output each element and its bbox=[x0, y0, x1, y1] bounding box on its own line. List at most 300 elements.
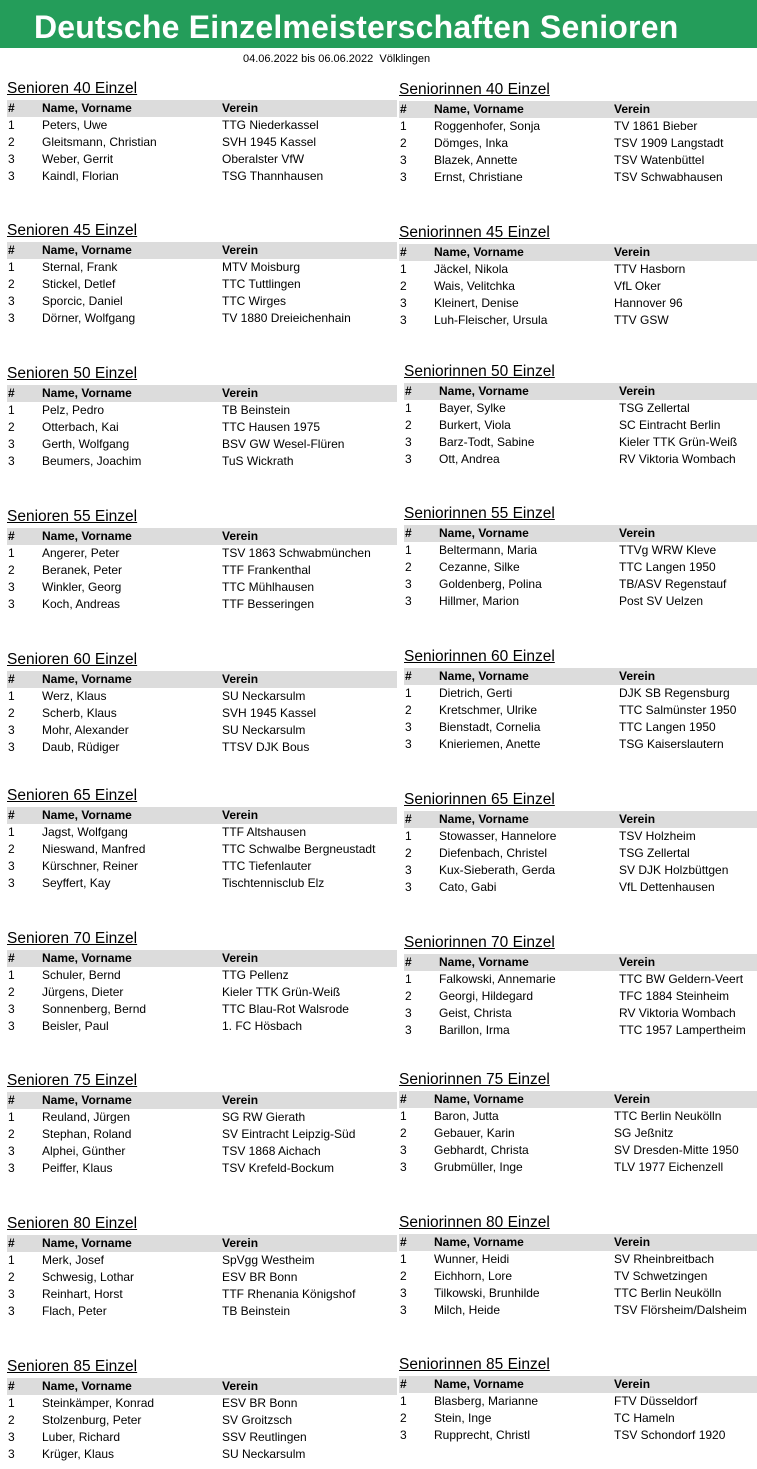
player-name-cell: Jäckel, Nikola bbox=[434, 262, 509, 276]
player-name-cell: Wunner, Heidi bbox=[434, 1252, 510, 1266]
player-name-cell: Werz, Klaus bbox=[42, 689, 107, 703]
table-row bbox=[399, 1159, 757, 1176]
club-cell: TV 1880 Dreieichenhain bbox=[222, 311, 351, 325]
player-name-cell: Peiffer, Klaus bbox=[42, 1161, 113, 1175]
club-cell: TSV 1863 Schwabmünchen bbox=[222, 546, 371, 560]
rank-cell: 3 bbox=[8, 169, 15, 183]
column-header: # bbox=[8, 808, 15, 822]
club-cell: Kieler TTK Grün-Weiß bbox=[222, 985, 341, 999]
rank-cell: 2 bbox=[8, 563, 15, 577]
rank-cell: 3 bbox=[400, 1143, 407, 1157]
player-name-cell: Sternal, Frank bbox=[42, 260, 118, 274]
club-cell: TB Beinstein bbox=[222, 1304, 291, 1318]
club-cell: FTV Düsseldorf bbox=[614, 1394, 698, 1408]
page-header bbox=[0, 0, 757, 48]
player-name-cell: Beumers, Joachim bbox=[42, 454, 142, 468]
table-row bbox=[7, 1109, 397, 1126]
table-row bbox=[7, 824, 397, 841]
table-row bbox=[399, 1251, 757, 1268]
rank-cell: 2 bbox=[8, 706, 15, 720]
player-name-cell: Flach, Peter bbox=[42, 1304, 107, 1318]
rank-cell: 3 bbox=[405, 1006, 412, 1020]
rank-cell: 3 bbox=[8, 740, 15, 754]
rank-cell: 1 bbox=[405, 829, 412, 843]
club-cell: SVH 1945 Kassel bbox=[222, 135, 317, 149]
rank-cell: 1 bbox=[8, 260, 15, 274]
player-name-cell: Jagst, Wolfgang bbox=[42, 825, 128, 839]
player-name-cell: Ott, Andrea bbox=[439, 452, 500, 466]
rank-cell: 1 bbox=[405, 686, 412, 700]
table-row bbox=[7, 117, 397, 134]
table-header bbox=[399, 1234, 757, 1251]
section-title: Senioren 55 Einzel bbox=[7, 508, 138, 525]
results-section bbox=[7, 80, 397, 185]
table-header bbox=[7, 100, 397, 117]
rank-cell: 3 bbox=[8, 1430, 15, 1444]
table-row bbox=[404, 736, 757, 753]
rank-cell: 3 bbox=[405, 594, 412, 608]
rank-cell: 3 bbox=[400, 296, 407, 310]
club-cell: RV Viktoria Wombach bbox=[619, 452, 736, 466]
player-name-cell: Sporcic, Daniel bbox=[42, 294, 123, 308]
table-row bbox=[7, 293, 397, 310]
player-name-cell: Sonnenberg, Bernd bbox=[42, 1002, 147, 1016]
rank-cell: 3 bbox=[8, 1002, 15, 1016]
rank-cell: 1 bbox=[400, 1109, 407, 1123]
player-name-cell: Steinkämper, Konrad bbox=[42, 1396, 155, 1410]
player-name-cell: Tilkowski, Brunhilde bbox=[434, 1286, 540, 1300]
column-header: Name, Vorname bbox=[439, 955, 529, 969]
club-cell: ESV BR Bonn bbox=[222, 1396, 298, 1410]
club-cell: TLV 1977 Eichenzell bbox=[614, 1160, 724, 1174]
rank-cell: 3 bbox=[400, 153, 407, 167]
table-row bbox=[404, 862, 757, 879]
rank-cell: 3 bbox=[400, 1303, 407, 1317]
results-section bbox=[7, 365, 397, 470]
club-cell: TTC BW Geldern-Veert bbox=[619, 972, 744, 986]
table-row bbox=[404, 1022, 757, 1039]
table-row bbox=[7, 722, 397, 739]
column-header: Verein bbox=[619, 955, 656, 969]
section-title: Seniorinnen 75 Einzel bbox=[399, 1071, 550, 1088]
rank-cell: 2 bbox=[8, 420, 15, 434]
table-row bbox=[7, 1001, 397, 1018]
column-header: Name, Vorname bbox=[434, 102, 524, 116]
club-cell: TTC Schwalbe Bergneustadt bbox=[222, 842, 376, 856]
player-name-cell: Scherb, Klaus bbox=[42, 706, 117, 720]
rank-cell: 2 bbox=[405, 846, 412, 860]
table-header bbox=[7, 1092, 397, 1109]
club-cell: SG RW Gierath bbox=[222, 1110, 306, 1124]
section-title: Seniorinnen 55 Einzel bbox=[404, 505, 555, 522]
table-row bbox=[399, 118, 757, 135]
club-cell: TSG Thannhausen bbox=[222, 169, 324, 183]
rank-cell: 3 bbox=[8, 1304, 15, 1318]
player-name-cell: Stickel, Detlef bbox=[42, 277, 116, 291]
column-header: Name, Vorname bbox=[42, 1093, 132, 1107]
section-title: Senioren 70 Einzel bbox=[7, 930, 138, 947]
event-info bbox=[243, 53, 430, 65]
column-header: Name, Vorname bbox=[42, 951, 132, 965]
table-row bbox=[399, 1410, 757, 1427]
table-row bbox=[7, 310, 397, 327]
column-header: # bbox=[405, 812, 412, 826]
player-name-cell: Barz-Todt, Sabine bbox=[439, 435, 535, 449]
club-cell: TSV Watenbüttel bbox=[614, 153, 705, 167]
player-name-cell: Stolzenburg, Peter bbox=[42, 1413, 142, 1427]
table-header bbox=[7, 1235, 397, 1252]
club-cell: 1. FC Hösbach bbox=[222, 1019, 303, 1033]
table-row bbox=[7, 984, 397, 1001]
results-section bbox=[7, 508, 397, 613]
table-row bbox=[404, 685, 757, 702]
player-name-cell: Pelz, Pedro bbox=[42, 403, 105, 417]
club-cell: SV DJK Holzbüttgen bbox=[619, 863, 729, 877]
table-row bbox=[7, 688, 397, 705]
section-title: Seniorinnen 60 Einzel bbox=[404, 648, 555, 665]
rank-cell: 3 bbox=[405, 435, 412, 449]
rank-cell: 1 bbox=[400, 1394, 407, 1408]
player-name-cell: Dietrich, Gerti bbox=[439, 686, 513, 700]
club-cell: TTSV DJK Bous bbox=[222, 740, 310, 754]
table-row bbox=[7, 402, 397, 419]
player-name-cell: Gleitsmann, Christian bbox=[42, 135, 157, 149]
column-header: # bbox=[8, 529, 15, 543]
column-header: # bbox=[405, 669, 412, 683]
club-cell: VfL Oker bbox=[614, 279, 661, 293]
player-name-cell: Milch, Heide bbox=[434, 1303, 501, 1317]
table-header bbox=[404, 525, 757, 542]
club-cell: TTC Berlin Neukölln bbox=[614, 1109, 722, 1123]
player-name-cell: Baron, Jutta bbox=[434, 1109, 499, 1123]
section-title: Senioren 75 Einzel bbox=[7, 1072, 138, 1089]
rank-cell: 3 bbox=[8, 1144, 15, 1158]
table-row bbox=[7, 453, 397, 470]
rank-cell: 1 bbox=[8, 1253, 15, 1267]
results-section bbox=[7, 1215, 397, 1320]
table-row bbox=[7, 436, 397, 453]
rank-cell: 2 bbox=[400, 279, 407, 293]
section-title: Senioren 85 Einzel bbox=[7, 1358, 138, 1375]
column-header: # bbox=[8, 1379, 15, 1393]
club-cell: TTC Hausen 1975 bbox=[222, 420, 321, 434]
column-header: Verein bbox=[619, 526, 656, 540]
rank-cell: 2 bbox=[405, 560, 412, 574]
table-row bbox=[399, 1268, 757, 1285]
club-cell: TV 1861 Bieber bbox=[614, 119, 698, 133]
club-cell: SV Rheinbreitbach bbox=[614, 1252, 715, 1266]
player-name-cell: Gebauer, Karin bbox=[434, 1126, 515, 1140]
club-cell: TTC Salmünster 1950 bbox=[619, 703, 737, 717]
table-row bbox=[404, 971, 757, 988]
section-title: Senioren 45 Einzel bbox=[7, 222, 138, 239]
rank-cell: 2 bbox=[405, 418, 412, 432]
table-row bbox=[7, 1303, 397, 1320]
club-cell: TTF Altshausen bbox=[222, 825, 307, 839]
table-row bbox=[7, 596, 397, 613]
rank-cell: 3 bbox=[400, 1428, 407, 1442]
player-name-cell: Mohr, Alexander bbox=[42, 723, 129, 737]
column-header: Verein bbox=[222, 1379, 259, 1393]
column-header: Name, Vorname bbox=[42, 672, 132, 686]
player-name-cell: Bayer, Sylke bbox=[439, 401, 506, 415]
table-row bbox=[7, 579, 397, 596]
rank-cell: 1 bbox=[8, 1110, 15, 1124]
club-cell: TSV Krefeld-Bockum bbox=[222, 1161, 335, 1175]
column-header: Verein bbox=[614, 1235, 651, 1249]
player-name-cell: Bienstadt, Cornelia bbox=[439, 720, 541, 734]
results-section bbox=[404, 648, 757, 753]
club-cell: TTF Rhenania Königshof bbox=[222, 1287, 356, 1301]
column-header: Name, Vorname bbox=[42, 808, 132, 822]
rank-cell: 1 bbox=[8, 689, 15, 703]
results-section bbox=[404, 505, 757, 610]
club-cell: SSV Reutlingen bbox=[222, 1430, 307, 1444]
column-header: Verein bbox=[614, 1092, 651, 1106]
column-header: Name, Vorname bbox=[434, 1235, 524, 1249]
player-name-cell: Kretschmer, Ulrike bbox=[439, 703, 538, 717]
rank-cell: 2 bbox=[400, 1126, 407, 1140]
rank-cell: 3 bbox=[8, 437, 15, 451]
rank-cell: 1 bbox=[405, 543, 412, 557]
rank-cell: 3 bbox=[400, 313, 407, 327]
rank-cell: 1 bbox=[8, 546, 15, 560]
column-header: # bbox=[8, 1236, 15, 1250]
player-name-cell: Hillmer, Marion bbox=[439, 594, 520, 608]
column-header: Verein bbox=[222, 529, 259, 543]
club-cell: Hannover 96 bbox=[614, 296, 683, 310]
table-header bbox=[399, 101, 757, 118]
club-cell: Tischtennisclub Elz bbox=[222, 876, 325, 890]
table-header bbox=[399, 1091, 757, 1108]
column-header: Verein bbox=[222, 808, 259, 822]
club-cell: TTC Tiefenlauter bbox=[222, 859, 312, 873]
page-title: Deutsche Einzelmeisterschaften Senioren bbox=[34, 9, 679, 45]
rank-cell: 3 bbox=[405, 880, 412, 894]
club-cell: TSV Schondorf 1920 bbox=[614, 1428, 726, 1442]
club-cell: Oberalster VfW bbox=[222, 152, 305, 166]
rank-cell: 3 bbox=[8, 454, 15, 468]
player-name-cell: Stein, Inge bbox=[434, 1411, 492, 1425]
column-header: # bbox=[405, 955, 412, 969]
player-name-cell: Merk, Josef bbox=[42, 1253, 105, 1267]
table-row bbox=[399, 1427, 757, 1444]
column-header: Name, Vorname bbox=[439, 812, 529, 826]
table-header bbox=[399, 244, 757, 261]
club-cell: SU Neckarsulm bbox=[222, 1447, 306, 1461]
club-cell: TTC Langen 1950 bbox=[619, 560, 716, 574]
table-row bbox=[404, 1005, 757, 1022]
rank-cell: 1 bbox=[8, 118, 15, 132]
table-row bbox=[7, 259, 397, 276]
club-cell: TTC 1957 Lampertheim bbox=[619, 1023, 746, 1037]
player-name-cell: Roggenhofer, Sonja bbox=[434, 119, 541, 133]
player-name-cell: Daub, Rüdiger bbox=[42, 740, 120, 754]
table-header bbox=[7, 671, 397, 688]
club-cell: TB Beinstein bbox=[222, 403, 291, 417]
table-row bbox=[404, 451, 757, 468]
column-header: Verein bbox=[619, 812, 656, 826]
player-name-cell: Alphei, Günther bbox=[42, 1144, 126, 1158]
player-name-cell: Geist, Christa bbox=[439, 1006, 512, 1020]
player-name-cell: Goldenberg, Polina bbox=[439, 577, 542, 591]
player-name-cell: Stephan, Roland bbox=[42, 1127, 132, 1141]
club-cell: SC Eintracht Berlin bbox=[619, 418, 721, 432]
section-title: Seniorinnen 80 Einzel bbox=[399, 1214, 550, 1231]
table-row bbox=[7, 1429, 397, 1446]
player-name-cell: Nieswand, Manfred bbox=[42, 842, 146, 856]
rank-cell: 2 bbox=[8, 135, 15, 149]
table-row bbox=[399, 169, 757, 186]
rank-cell: 2 bbox=[8, 1413, 15, 1427]
table-row bbox=[7, 168, 397, 185]
club-cell: TSG Zellertal bbox=[619, 846, 690, 860]
rank-cell: 3 bbox=[8, 723, 15, 737]
results-section bbox=[7, 222, 397, 327]
club-cell: TC Hameln bbox=[614, 1411, 675, 1425]
player-name-cell: Stowasser, Hannelore bbox=[439, 829, 557, 843]
club-cell: SU Neckarsulm bbox=[222, 689, 306, 703]
table-row bbox=[399, 1125, 757, 1142]
rank-cell: 2 bbox=[8, 1270, 15, 1284]
column-header: Name, Vorname bbox=[439, 526, 529, 540]
player-name-cell: Krüger, Klaus bbox=[42, 1447, 115, 1461]
club-cell: ESV BR Bonn bbox=[222, 1270, 298, 1284]
table-row bbox=[7, 1446, 397, 1463]
results-section bbox=[7, 1072, 397, 1177]
table-row bbox=[7, 1160, 397, 1177]
table-row bbox=[404, 576, 757, 593]
club-cell: BSV GW Wesel-Flüren bbox=[222, 437, 345, 451]
column-header: Verein bbox=[614, 245, 651, 259]
rank-cell: 3 bbox=[8, 580, 15, 594]
rank-cell: 1 bbox=[8, 403, 15, 417]
table-row bbox=[399, 152, 757, 169]
rank-cell: 2 bbox=[400, 136, 407, 150]
table-row bbox=[7, 875, 397, 892]
table-row bbox=[399, 135, 757, 152]
table-row bbox=[7, 1412, 397, 1429]
rank-cell: 3 bbox=[8, 294, 15, 308]
table-row bbox=[7, 967, 397, 984]
rank-cell: 2 bbox=[8, 985, 15, 999]
club-cell: TTF Frankenthal bbox=[222, 563, 311, 577]
column-header: # bbox=[400, 1377, 407, 1391]
rank-cell: 3 bbox=[405, 863, 412, 877]
table-header bbox=[7, 807, 397, 824]
player-name-cell: Blazek, Annette bbox=[434, 153, 518, 167]
club-cell: SU Neckarsulm bbox=[222, 723, 306, 737]
player-name-cell: Burkert, Viola bbox=[439, 418, 511, 432]
column-header: # bbox=[405, 526, 412, 540]
club-cell: TSV 1868 Aichach bbox=[222, 1144, 321, 1158]
table-row bbox=[404, 593, 757, 610]
column-header: # bbox=[405, 384, 412, 398]
table-row bbox=[7, 1269, 397, 1286]
table-header bbox=[404, 954, 757, 971]
table-header bbox=[7, 528, 397, 545]
table-row bbox=[404, 845, 757, 862]
column-header: Name, Vorname bbox=[434, 1092, 524, 1106]
rank-cell: 1 bbox=[8, 825, 15, 839]
player-name-cell: Falkowski, Annemarie bbox=[439, 972, 556, 986]
table-header bbox=[7, 950, 397, 967]
club-cell: SV Dresden-Mitte 1950 bbox=[614, 1143, 739, 1157]
table-row bbox=[404, 542, 757, 559]
results-section bbox=[399, 224, 757, 329]
rank-cell: 3 bbox=[405, 577, 412, 591]
table-header bbox=[7, 385, 397, 402]
table-row bbox=[399, 1393, 757, 1410]
table-row bbox=[7, 1018, 397, 1035]
rank-cell: 2 bbox=[8, 842, 15, 856]
table-row bbox=[399, 1108, 757, 1125]
player-name-cell: Koch, Andreas bbox=[42, 597, 121, 611]
column-header: Verein bbox=[222, 951, 259, 965]
column-header: # bbox=[400, 1235, 407, 1249]
club-cell: TSV Schwabhausen bbox=[614, 170, 723, 184]
section-title: Senioren 40 Einzel bbox=[7, 80, 138, 97]
column-header: Name, Vorname bbox=[434, 245, 524, 259]
player-name-cell: Diefenbach, Christel bbox=[439, 846, 548, 860]
club-cell: TSG Kaiserslautern bbox=[619, 737, 724, 751]
section-title: Seniorinnen 85 Einzel bbox=[399, 1356, 550, 1373]
rank-cell: 3 bbox=[8, 1019, 15, 1033]
club-cell: MTV Moisburg bbox=[222, 260, 301, 274]
club-cell: TSV Flörsheim/Dalsheim bbox=[614, 1303, 747, 1317]
column-header: # bbox=[8, 951, 15, 965]
table-row bbox=[404, 828, 757, 845]
column-header: Verein bbox=[222, 1093, 259, 1107]
player-name-cell: Beltermann, Maria bbox=[439, 543, 538, 557]
rank-cell: 3 bbox=[405, 737, 412, 751]
player-name-cell: Kleinert, Denise bbox=[434, 296, 519, 310]
section-title: Senioren 80 Einzel bbox=[7, 1215, 138, 1232]
table-header bbox=[7, 1378, 397, 1395]
player-name-cell: Reinhart, Horst bbox=[42, 1287, 123, 1301]
club-cell: SVH 1945 Kassel bbox=[222, 706, 317, 720]
player-name-cell: Gebhardt, Christa bbox=[434, 1143, 529, 1157]
player-name-cell: Otterbach, Kai bbox=[42, 420, 119, 434]
rank-cell: 3 bbox=[8, 311, 15, 325]
player-name-cell: Jürgens, Dieter bbox=[42, 985, 124, 999]
column-header: Name, Vorname bbox=[42, 386, 132, 400]
rank-cell: 1 bbox=[8, 968, 15, 982]
results-section bbox=[7, 1358, 397, 1463]
column-header: # bbox=[400, 102, 407, 116]
club-cell: TTV Hasborn bbox=[614, 262, 686, 276]
column-header: # bbox=[8, 243, 15, 257]
table-row bbox=[7, 1395, 397, 1412]
column-header: # bbox=[400, 1092, 407, 1106]
rank-cell: 1 bbox=[405, 401, 412, 415]
club-cell: DJK SB Regensburg bbox=[619, 686, 730, 700]
player-name-cell: Luber, Richard bbox=[42, 1430, 121, 1444]
table-row bbox=[399, 1302, 757, 1319]
section-title: Senioren 65 Einzel bbox=[7, 787, 138, 804]
column-header: # bbox=[8, 386, 15, 400]
table-row bbox=[404, 988, 757, 1005]
club-cell: TFC 1884 Steinheim bbox=[619, 989, 730, 1003]
player-name-cell: Reuland, Jürgen bbox=[42, 1110, 131, 1124]
rank-cell: 3 bbox=[8, 876, 15, 890]
rank-cell: 3 bbox=[405, 1023, 412, 1037]
column-header: Name, Vorname bbox=[439, 384, 529, 398]
rank-cell: 3 bbox=[400, 1286, 407, 1300]
results-section bbox=[404, 363, 757, 468]
column-header: Verein bbox=[614, 1377, 651, 1391]
column-header: Verein bbox=[619, 669, 656, 683]
